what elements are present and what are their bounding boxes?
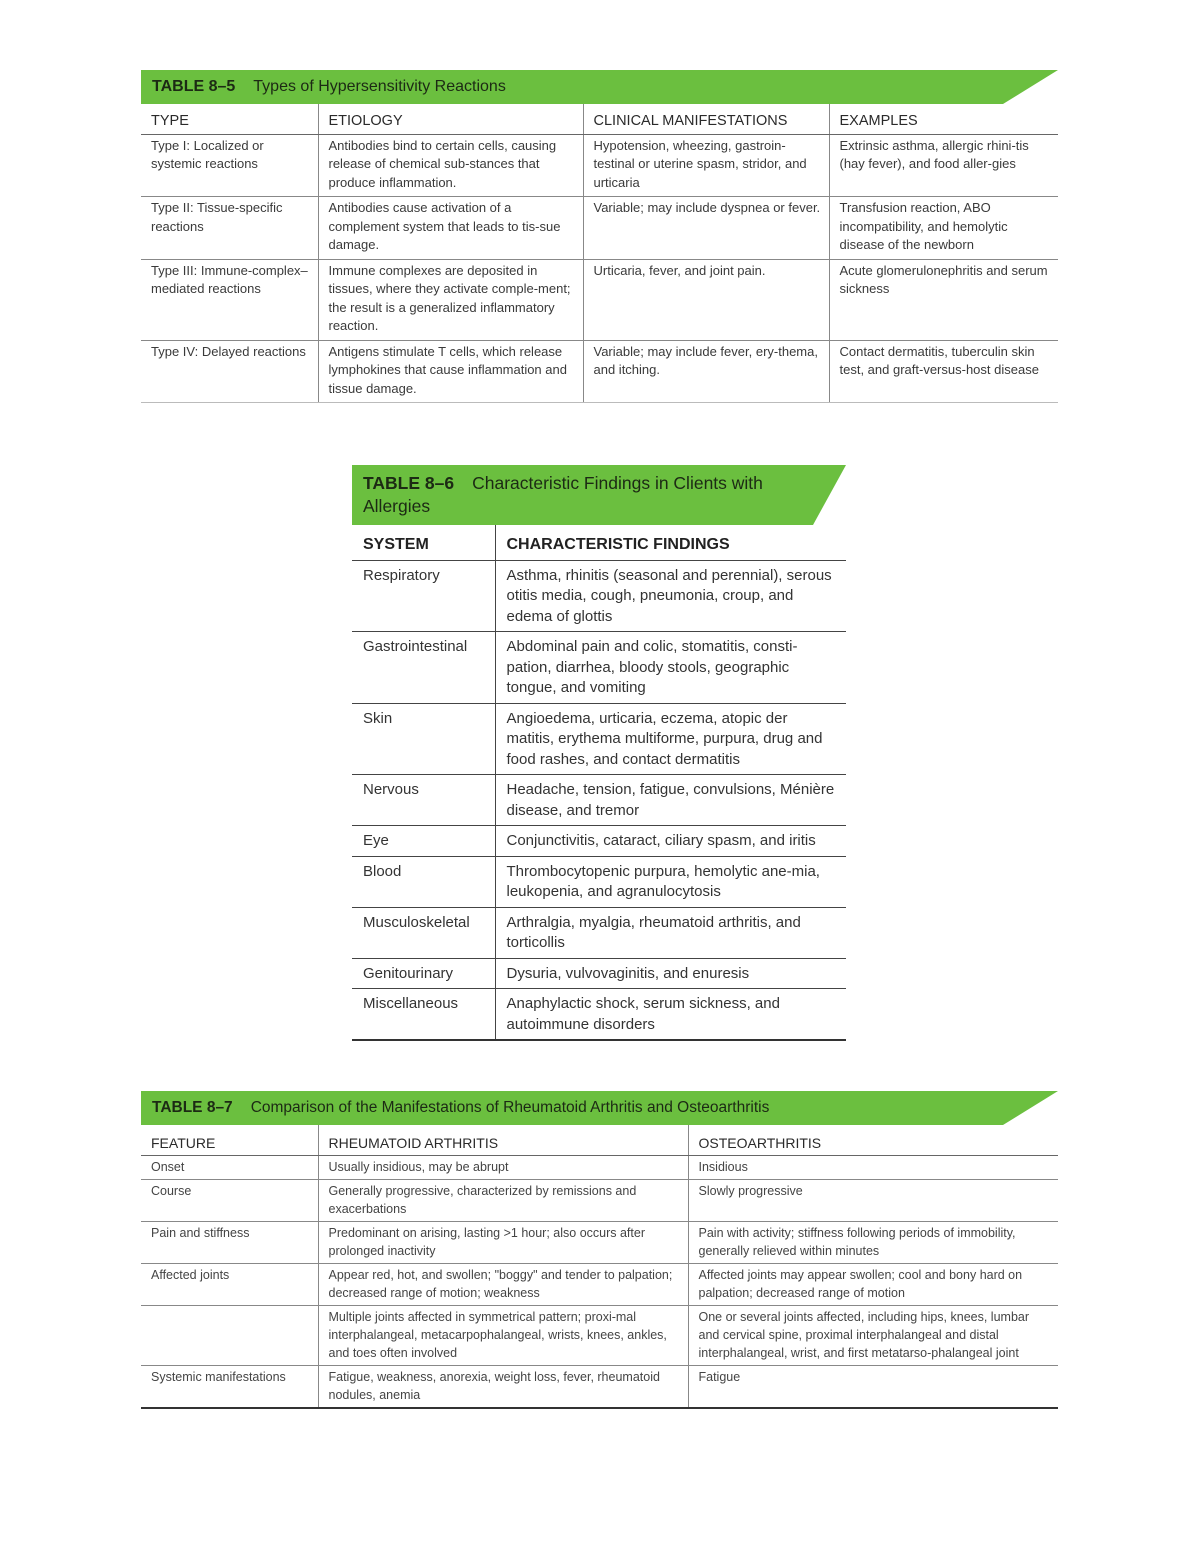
banner-corner (813, 465, 846, 525)
table-title: Types of Hypersensitivity Reactions (253, 78, 506, 95)
table-cell: One or several joints affected, including hips, knees, lumbar and cervical spine, proximal interphalangeal and distal interphalangeal, wrist, and first metatarso-phalangeal joint (688, 1306, 1058, 1366)
table-row (141, 1156, 1058, 1180)
table-cell: Musculoskeletal (352, 907, 495, 958)
table-cell: Generally progressive, characterized by remissions and exacerbations (318, 1180, 688, 1222)
table-row (141, 134, 1058, 197)
table-8-6-banner (352, 465, 813, 525)
table-cell: Contact dermatitis, tuberculin skin test, and graft-versus-host disease (829, 340, 1058, 403)
table-8-6 (352, 465, 846, 1041)
table-cell: Multiple joints affected in symmetrical pattern; proxi-mal interphalangeal, metacarpophalangeal, wrists, knees, ankles, and toes often involved (318, 1306, 688, 1366)
table-number: TABLE 8–5 (152, 78, 236, 95)
table-row (352, 826, 846, 857)
table-row (352, 632, 846, 704)
column-header: FEATURE (141, 1125, 318, 1156)
table-cell: Variable; may include dyspnea or fever. (583, 197, 829, 260)
column-header: ETIOLOGY (318, 104, 583, 134)
table-title: Comparison of the Manifestations of Rheumatoid Arthritis and Osteoarthritis (250, 1099, 770, 1116)
table-cell: Nervous (352, 775, 495, 826)
table-cell: Type I: Localized or systemic reactions (141, 134, 318, 197)
table-cell: Affected joints (141, 1264, 318, 1306)
header-row (141, 1125, 1058, 1156)
column-header: EXAMPLES (829, 104, 1058, 134)
column-header: TYPE (141, 104, 318, 134)
table-cell: Antibodies cause activation of a complement system that leads to tis-sue damage. (318, 197, 583, 260)
table-cell: Urticaria, fever, and joint pain. (583, 259, 829, 340)
table-cell: Onset (141, 1156, 318, 1180)
table-cell: Acute glomerulonephritis and serum sickness (829, 259, 1058, 340)
table-title: Characteristic Findings in Clients with Allergies (363, 473, 763, 516)
table-cell: Asthma, rhinitis (seasonal and perennial), serous otitis media, cough, pneumonia, croup, and edema of glottis (495, 560, 846, 632)
table-row (352, 856, 846, 907)
table-cell: Abdominal pain and colic, stomatitis, consti-pation, diarrhea, bloody stools, geographic tongue, and vomiting (495, 632, 846, 704)
banner-corner (1003, 1091, 1058, 1125)
allergy-findings-table (352, 525, 846, 1041)
table-cell: Type III: Immune-complex–mediated reactions (141, 259, 318, 340)
table-cell: Slowly progressive (688, 1180, 1058, 1222)
table-8-5-banner (141, 70, 1003, 104)
table-row (352, 907, 846, 958)
table-cell: Blood (352, 856, 495, 907)
table-row (141, 1180, 1058, 1222)
table-cell: Type IV: Delayed reactions (141, 340, 318, 403)
table-row (141, 197, 1058, 260)
table-cell (141, 1306, 318, 1366)
table-cell: Conjunctivitis, cataract, ciliary spasm, and iritis (495, 826, 846, 857)
table-row (352, 989, 846, 1041)
table-cell: Antibodies bind to certain cells, causing release of chemical sub-stances that produce inflammation. (318, 134, 583, 197)
table-cell: Extrinsic asthma, allergic rhini-tis (hay fever), and food aller-gies (829, 134, 1058, 197)
table-number: TABLE 8–7 (152, 1099, 233, 1116)
table-cell: Pain with activity; stiffness following periods of immobility, generally relieved within minutes (688, 1222, 1058, 1264)
table-cell: Fatigue, weakness, anorexia, weight loss, fever, rheumatoid nodules, anemia (318, 1366, 688, 1409)
table-cell: Anaphylactic shock, serum sickness, and autoimmune disorders (495, 989, 846, 1041)
table-cell: Fatigue (688, 1366, 1058, 1409)
arthritis-comparison-table (141, 1125, 1058, 1409)
table-row (352, 958, 846, 989)
table-cell: Miscellaneous (352, 989, 495, 1041)
column-header: CLINICAL MANIFESTATIONS (583, 104, 829, 134)
table-8-7 (141, 1091, 1058, 1409)
column-header: RHEUMATOID ARTHRITIS (318, 1125, 688, 1156)
table-cell: Gastrointestinal (352, 632, 495, 704)
table-cell: Arthralgia, myalgia, rheumatoid arthritis, and torticollis (495, 907, 846, 958)
header-row (352, 525, 846, 560)
table-cell: Skin (352, 703, 495, 775)
table-cell: Antigens stimulate T cells, which release lymphokines that cause inflammation and tissue damage. (318, 340, 583, 403)
table-cell: Insidious (688, 1156, 1058, 1180)
table-cell: Variable; may include fever, ery-thema, and itching. (583, 340, 829, 403)
banner-corner (1003, 70, 1058, 104)
table-row (141, 259, 1058, 340)
header-row (141, 104, 1058, 134)
table-row (141, 1306, 1058, 1366)
table-cell: Predominant on arising, lasting >1 hour; also occurs after prolonged inactivity (318, 1222, 688, 1264)
table-cell: Immune complexes are deposited in tissues, where they activate comple-ment; the result is a generalized inflammatory reaction. (318, 259, 583, 340)
table-cell: Course (141, 1180, 318, 1222)
table-cell: Headache, tension, fatigue, convulsions, Ménière disease, and tremor (495, 775, 846, 826)
table-cell: Dysuria, vulvovaginitis, and enuresis (495, 958, 846, 989)
table-cell: Usually insidious, may be abrupt (318, 1156, 688, 1180)
table-cell: Hypotension, wheezing, gastroin-testinal or uterine spasm, stridor, and urticaria (583, 134, 829, 197)
table-row (352, 775, 846, 826)
table-row (352, 560, 846, 632)
table-8-7-banner (141, 1091, 1003, 1125)
table-row (141, 1264, 1058, 1306)
table-cell: Systemic manifestations (141, 1366, 318, 1409)
table-cell: Pain and stiffness (141, 1222, 318, 1264)
table-cell: Respiratory (352, 560, 495, 632)
table-cell: Thrombocytopenic purpura, hemolytic ane-mia, leukopenia, and agranulocytosis (495, 856, 846, 907)
table-row (141, 340, 1058, 403)
column-header: CHARACTERISTIC FINDINGS (495, 525, 846, 560)
table-cell: Eye (352, 826, 495, 857)
banner-text (363, 472, 813, 518)
table-cell: Affected joints may appear swollen; cool and bony hard on palpation; decreased range of motion (688, 1264, 1058, 1306)
table-cell: Appear red, hot, and swollen; "boggy" and tender to palpation; decreased range of motion; weakness (318, 1264, 688, 1306)
table-cell: Genitourinary (352, 958, 495, 989)
table-cell: Angioedema, urticaria, eczema, atopic der matitis, erythema multiforme, purpura, drug and food rashes, and contact dermatitis (495, 703, 846, 775)
column-header: SYSTEM (352, 525, 495, 560)
column-header: OSTEOARTHRITIS (688, 1125, 1058, 1156)
hypersensitivity-table (141, 104, 1058, 403)
table-cell: Transfusion reaction, ABO incompatibility, and hemolytic disease of the newborn (829, 197, 1058, 260)
table-number: TABLE 8–6 (363, 473, 455, 493)
table-row (141, 1222, 1058, 1264)
table-row (352, 703, 846, 775)
table-8-5 (141, 70, 1058, 403)
table-row (141, 1366, 1058, 1409)
table-cell: Type II: Tissue-specific reactions (141, 197, 318, 260)
